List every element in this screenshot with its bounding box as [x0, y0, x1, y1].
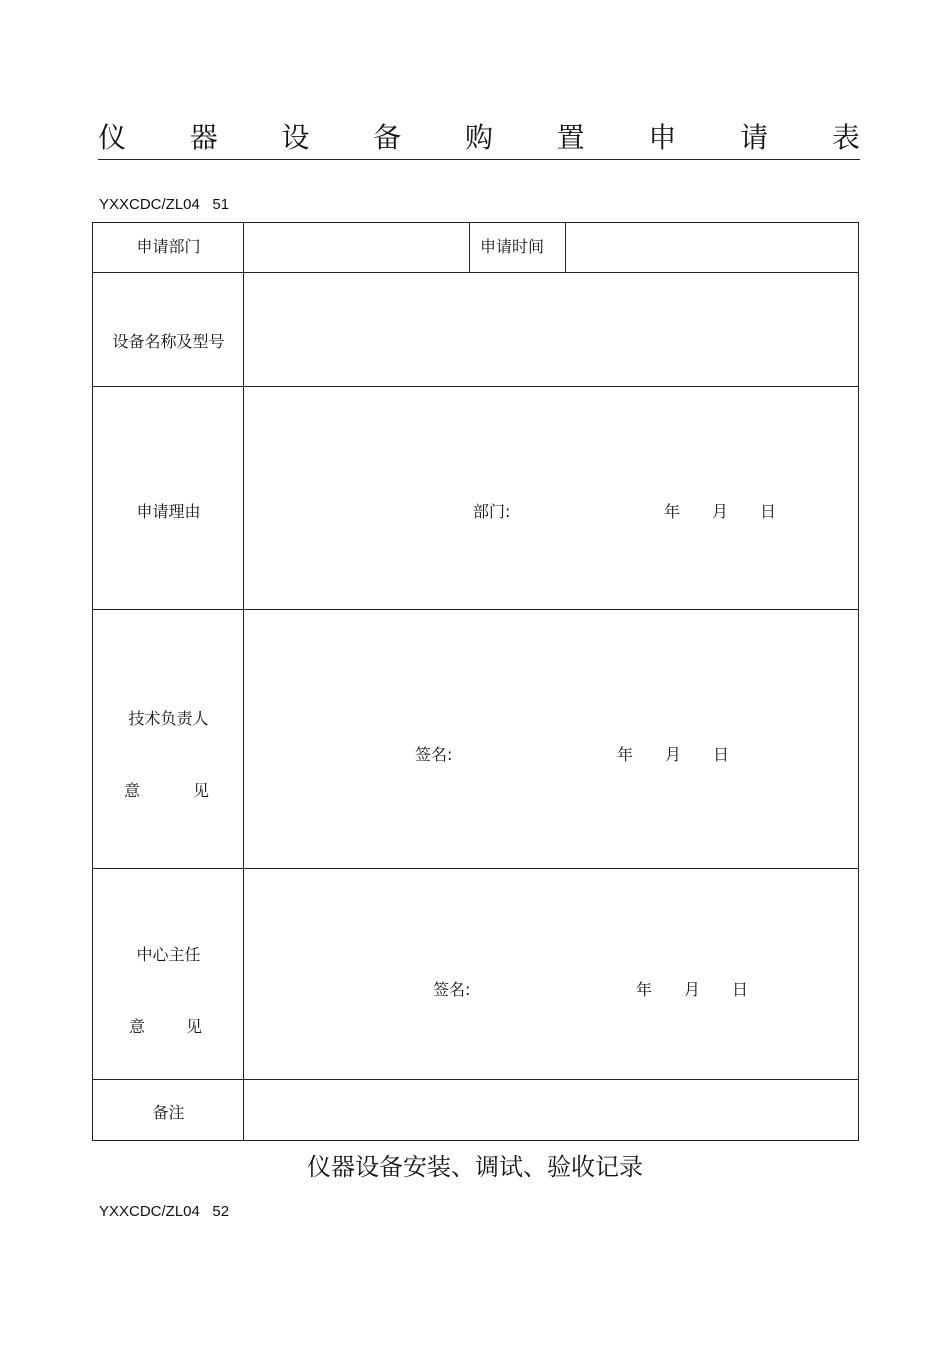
application-form	[92, 222, 859, 1141]
title-char: 请	[740, 121, 769, 154]
title-char: 仪	[98, 121, 127, 154]
opinion-char: 意	[124, 781, 141, 800]
row-divider	[93, 386, 858, 387]
row-divider	[93, 272, 858, 273]
section-title: 仪器设备安装、调试、验收记录	[307, 1153, 643, 1181]
form-code: YXXCDC/ZL04 52	[99, 1203, 230, 1220]
time-field[interactable]	[568, 225, 856, 270]
equipment-field[interactable]	[246, 275, 856, 383]
row-divider	[93, 1079, 858, 1080]
title-char: 置	[556, 121, 585, 154]
reason-date	[664, 502, 776, 522]
year-label: 年	[636, 980, 653, 999]
signature-label: 签名:	[433, 980, 471, 999]
remarks-field[interactable]	[246, 1082, 856, 1138]
remarks-label: 备注	[152, 1103, 185, 1122]
month-label: 月	[665, 745, 682, 764]
year-label: 年	[664, 502, 681, 521]
title-char: 设	[281, 121, 310, 154]
row-divider	[93, 868, 858, 869]
tech-lead-date	[617, 745, 729, 765]
day-label: 日	[760, 502, 777, 521]
signature-label: 签名:	[415, 745, 453, 764]
col-divider	[469, 223, 470, 272]
month-label: 月	[684, 980, 701, 999]
time-label: 申请时间	[480, 237, 545, 256]
title-char: 器	[189, 121, 218, 154]
dept-label: 申请部门	[136, 237, 201, 256]
opinion-char: 见	[193, 781, 210, 800]
title-char: 表	[831, 121, 860, 154]
title-char: 备	[373, 121, 402, 154]
director-label: 中心主任	[136, 945, 201, 964]
reason-label: 申请理由	[136, 502, 201, 521]
day-label: 日	[713, 745, 730, 764]
label-column-divider	[243, 223, 244, 1140]
dept-field[interactable]	[246, 225, 467, 270]
tech-lead-label: 技术负责人	[128, 709, 209, 728]
year-label: 年	[617, 745, 634, 764]
equipment-label: 设备名称及型号	[112, 332, 225, 351]
opinion-char: 意	[129, 1017, 146, 1036]
title-char: 申	[648, 121, 677, 154]
day-label: 日	[732, 980, 749, 999]
form-code: YXXCDC/ZL04 51	[99, 196, 230, 213]
row-divider	[93, 609, 858, 610]
month-label: 月	[712, 502, 729, 521]
title-underline	[98, 159, 860, 160]
director-date	[636, 980, 748, 1000]
title-char: 购	[464, 121, 493, 154]
form-title	[98, 118, 860, 158]
reason-dept-label: 部门:	[473, 502, 511, 521]
opinion-char: 见	[186, 1017, 203, 1036]
col-divider	[565, 223, 566, 272]
